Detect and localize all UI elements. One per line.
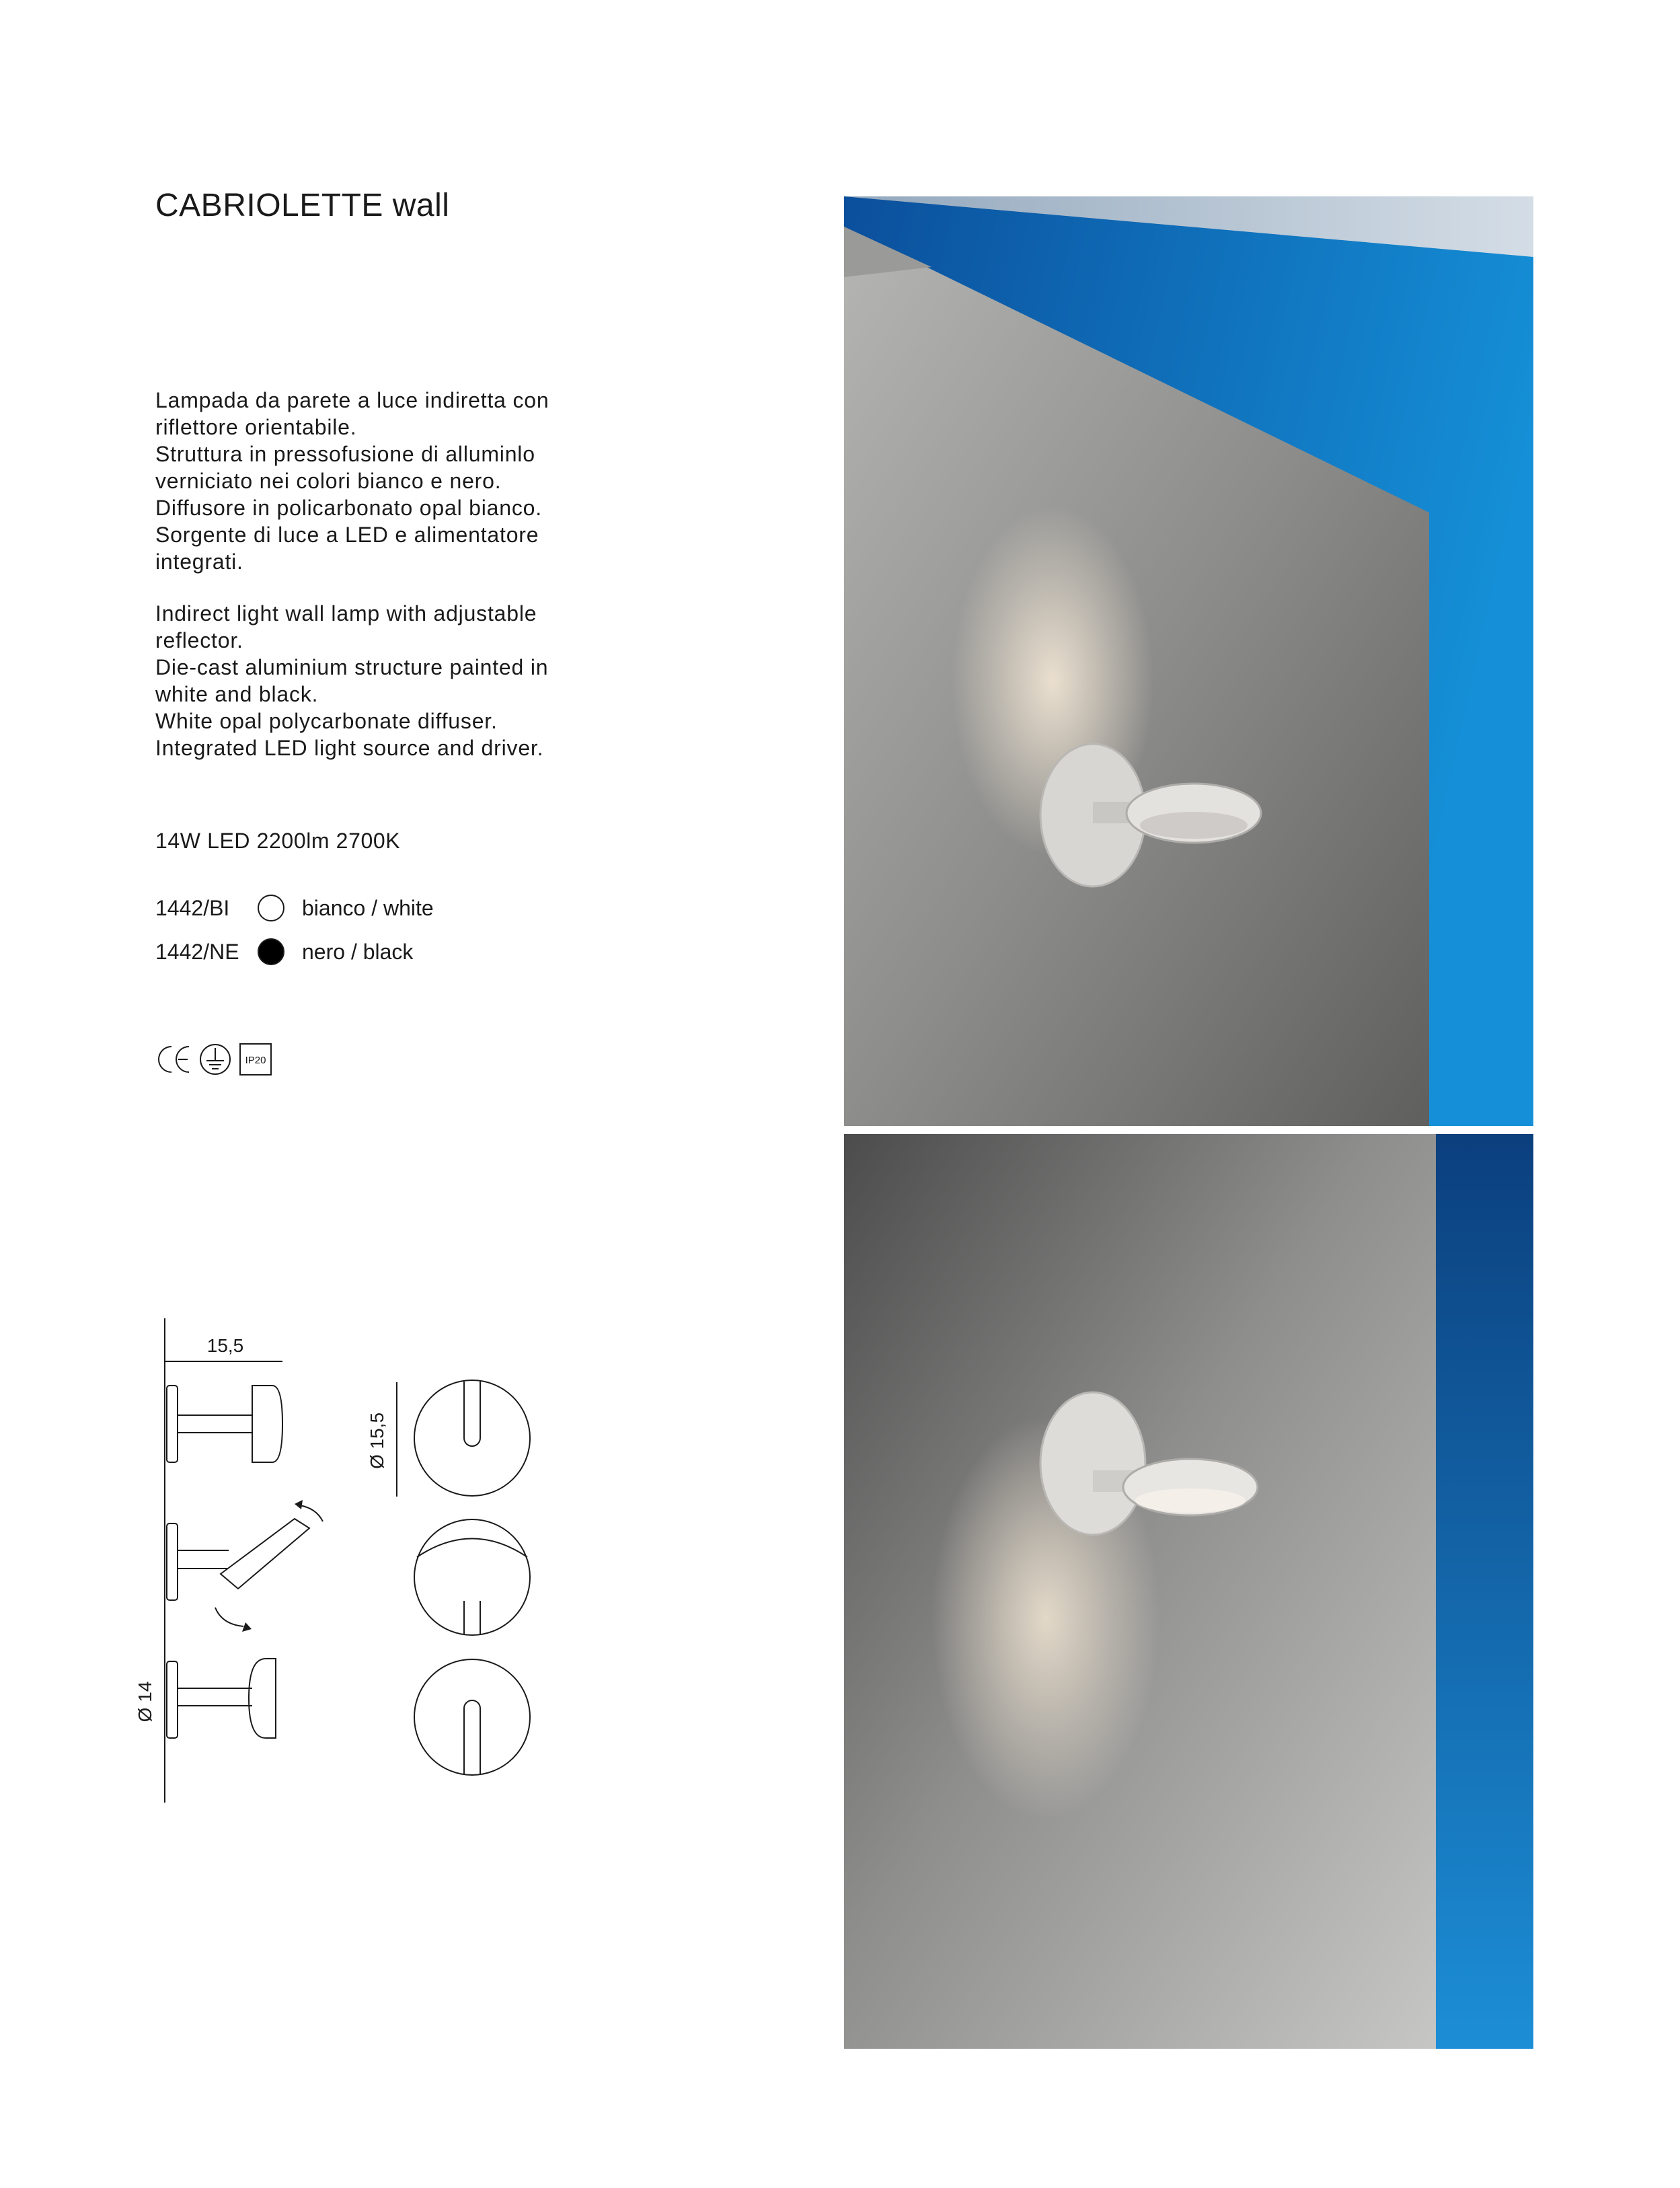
variant-label: bianco / white bbox=[302, 895, 434, 920]
ip-rating-icon bbox=[239, 1043, 272, 1076]
black-swatch-icon bbox=[258, 938, 284, 965]
product-title: CABRIOLETTE wall bbox=[155, 188, 450, 223]
diffuser-diameter-label: Ø 15,5 bbox=[367, 1412, 387, 1470]
variant-black bbox=[155, 936, 413, 968]
ce-mark-icon bbox=[155, 1043, 192, 1076]
description-english: Indirect light wall lamp with adjustable reflector. Die-cast aluminium structure painted in white and black. White opal polycarbonate diffuser. Integrated LED light source and driver. bbox=[155, 601, 549, 760]
product-photo-top bbox=[844, 196, 1533, 1126]
variant-code: 1442/BI bbox=[155, 895, 230, 920]
dimension-drawing bbox=[114, 1318, 558, 1829]
ip-rating-label: IP20 bbox=[245, 1055, 266, 1066]
technical-drawing bbox=[114, 1318, 558, 1833]
ground-symbol-icon bbox=[198, 1043, 232, 1076]
variant-white bbox=[155, 892, 434, 924]
width-dimension-label: 15,5 bbox=[206, 1335, 244, 1356]
lamp-photo-image bbox=[844, 1134, 1533, 2049]
white-swatch-icon bbox=[258, 895, 284, 921]
variant-label: nero / black bbox=[302, 939, 414, 964]
technical-spec: 14W LED 2200lm 2700K bbox=[155, 829, 401, 853]
product-photo-bottom bbox=[844, 1134, 1533, 2049]
description-italian: Lampada da parete a luce indiretta con riflettore orientabile. Struttura in pressofusione di alluminlo verniciato nei colori bianco e nero. Diffusore in policarbonato opal bianco. Sorgente di luce a LED e alimentatore integrati. bbox=[155, 388, 549, 574]
lamp-photo-image bbox=[844, 196, 1533, 1126]
certification-marks bbox=[155, 1043, 272, 1076]
variant-code: 1442/NE bbox=[155, 939, 239, 964]
base-diameter-label: Ø 14 bbox=[135, 1681, 155, 1723]
